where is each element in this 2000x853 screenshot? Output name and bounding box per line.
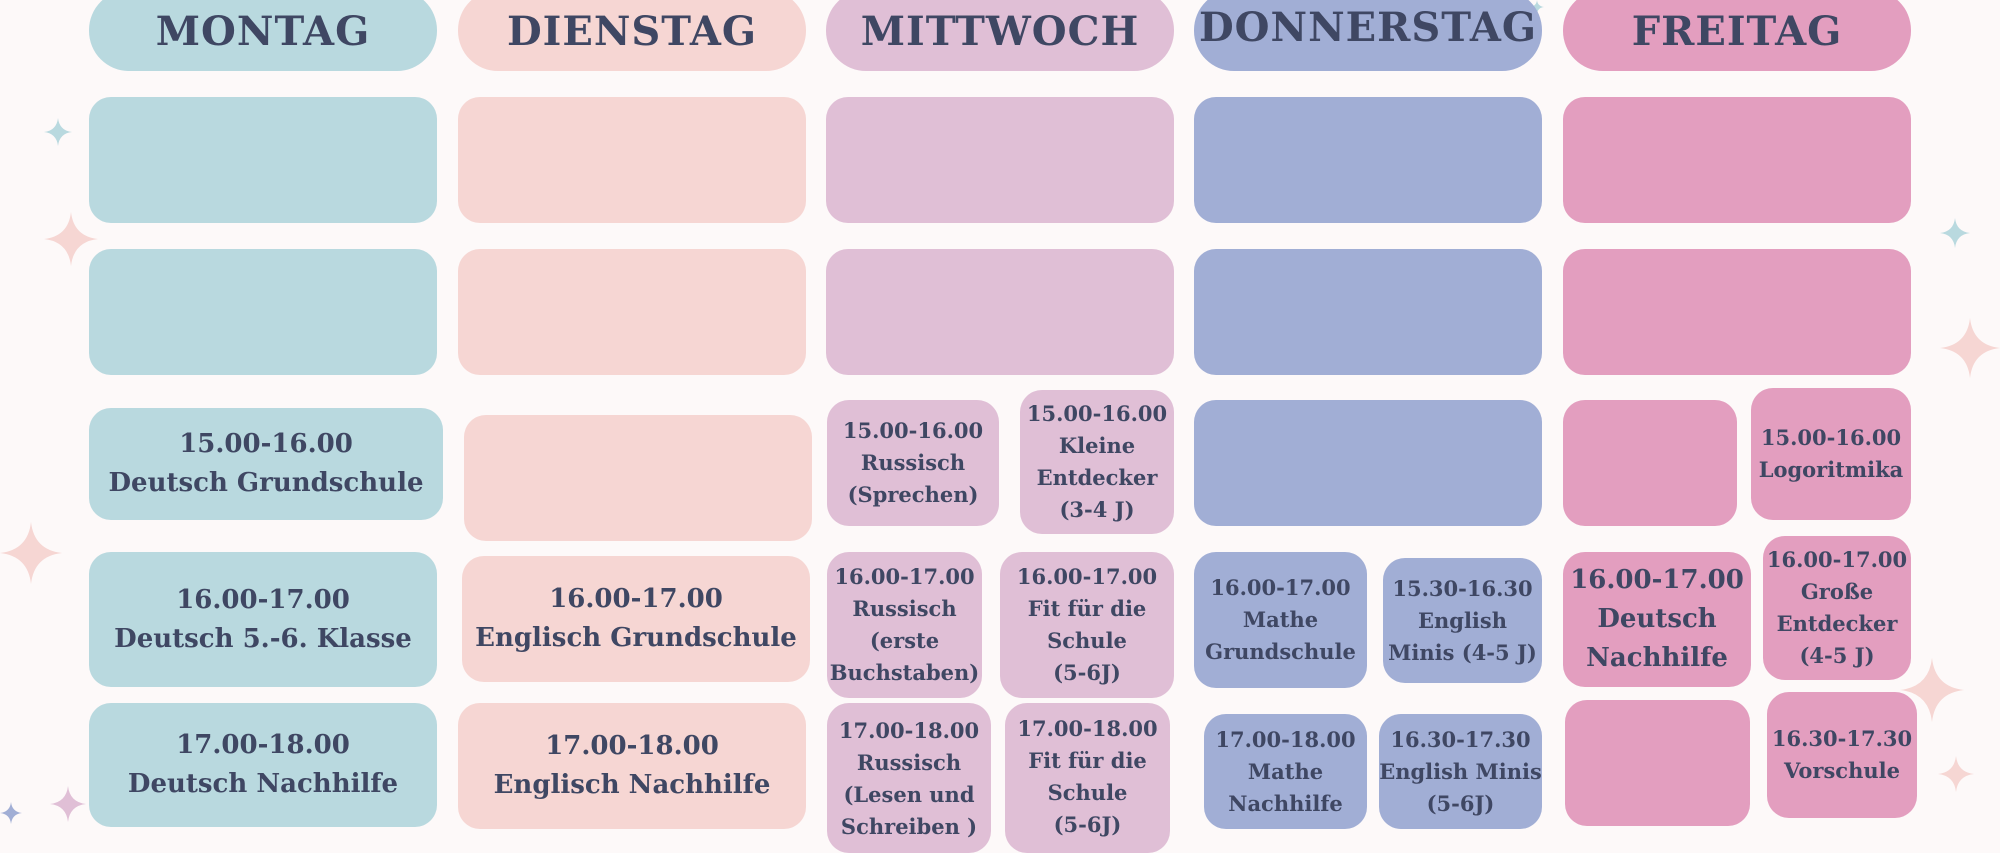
- sparkle-icon: [44, 118, 72, 146]
- day-header-monday: [89, 0, 437, 71]
- class-slot: [1379, 714, 1542, 829]
- slot-time: 16.00-17.00: [1016, 564, 1158, 589]
- sparkle-icon: [1940, 318, 2000, 378]
- slot-title: Deutsch Grundschule: [108, 468, 424, 498]
- slot-subtitle: Nachhilfe: [1586, 643, 1728, 673]
- slot-title: Deutsch: [1597, 604, 1717, 634]
- slot-subtitle: (5-6J): [1053, 812, 1122, 837]
- slot-title: Mathe: [1247, 758, 1324, 784]
- slot-title: Deutsch Nachhilfe: [127, 769, 399, 799]
- empty-slot: [89, 97, 437, 223]
- slot-time: 17.00-18.00: [176, 730, 350, 760]
- slot-time: 16.00-17.00: [549, 584, 723, 614]
- empty-slot: [458, 97, 806, 223]
- empty-slot: [1563, 400, 1737, 526]
- empty-slot: [1194, 97, 1542, 223]
- slot-subtitle: Schule: [1047, 628, 1127, 653]
- day-header-tuesday: [458, 0, 806, 71]
- slot-title: English: [1417, 607, 1507, 633]
- day-label: DONNERSTAG: [1198, 4, 1538, 51]
- slot-subtitle: Nachhilfe: [1228, 790, 1343, 816]
- slot-title: Russisch: [860, 450, 966, 475]
- empty-slot: [89, 249, 437, 375]
- slot-title: Russisch: [856, 750, 962, 775]
- slot-time: 15.30-16.30: [1392, 575, 1533, 601]
- class-slot: [1563, 552, 1751, 687]
- sparkle-icon: [1938, 756, 1974, 792]
- class-slot: [89, 703, 437, 827]
- slot-subtitle: (Sprechen): [847, 482, 979, 507]
- empty-slot: [1563, 249, 1911, 375]
- slot-time: 17.00-18.00: [545, 731, 719, 761]
- slot-title: Kleine: [1058, 433, 1136, 458]
- slot-title: Große: [1800, 579, 1874, 604]
- class-slot: [1020, 390, 1174, 534]
- class-slot: [1000, 552, 1174, 698]
- class-slot: [1763, 536, 1911, 680]
- slot-subtitle: Schule: [1047, 780, 1128, 805]
- empty-slot: [464, 415, 812, 541]
- slot-title: Mathe: [1242, 607, 1319, 632]
- empty-slot: [458, 249, 806, 375]
- slot-subtitle: Buchstaben): [829, 660, 980, 685]
- slot-time: 16.00-17.00: [1570, 565, 1744, 595]
- empty-slot: [1194, 400, 1542, 526]
- slot-time: 16.00-17.00: [176, 584, 350, 615]
- slot-title: Fit für die: [1027, 596, 1147, 621]
- slot-subtitle: (5-6J): [1053, 660, 1121, 685]
- slot-title: Deutsch 5.-6. Klasse: [114, 623, 412, 654]
- slot-subtitle: Minis (4-5 J): [1388, 639, 1537, 665]
- class-slot: [1383, 558, 1542, 683]
- slot-subtitle: (5-6J): [1426, 790, 1495, 816]
- day-label: FREITAG: [1631, 8, 1843, 55]
- empty-slot: [1563, 97, 1911, 223]
- slot-subtitle: (3-4 J): [1059, 497, 1135, 522]
- slot-title: Russisch: [852, 596, 957, 621]
- class-slot: [827, 552, 982, 698]
- slot-title: Englisch Nachhilfe: [493, 770, 771, 800]
- slot-time: 15.00-16.00: [1760, 425, 1902, 450]
- sparkle-icon: [1940, 218, 1970, 248]
- slot-time: 16.00-17.00: [1766, 547, 1908, 572]
- slot-subtitle: Entdecker: [1036, 465, 1158, 490]
- slot-time: 17.00-18.00: [1017, 716, 1158, 741]
- slot-subtitle: Schreiben ): [840, 814, 978, 839]
- slot-subtitle: (4-5 J): [1799, 643, 1875, 668]
- class-slot: [1751, 388, 1911, 520]
- class-slot: [89, 552, 437, 687]
- slot-time: 15.00-16.00: [179, 429, 353, 459]
- slot-title: Logoritmika: [1758, 457, 1904, 482]
- class-slot: [462, 556, 810, 682]
- class-slot: [1194, 552, 1367, 688]
- class-slot: [827, 400, 999, 526]
- slot-subtitle: (Lesen und: [843, 782, 975, 807]
- empty-slot: [1194, 249, 1542, 375]
- slot-time: 17.00-18.00: [838, 718, 980, 743]
- slot-time: 16.00-17.00: [1210, 575, 1351, 600]
- empty-slot: [826, 97, 1174, 223]
- class-slot: [1204, 714, 1367, 829]
- day-header-thursday: [1194, 0, 1542, 71]
- slot-time: 17.00-18.00: [1215, 726, 1356, 752]
- empty-slot: [826, 249, 1174, 375]
- slot-subtitle: Entdecker: [1776, 611, 1898, 636]
- sparkle-icon: [50, 786, 86, 822]
- sparkle-icon: [44, 212, 98, 266]
- slot-time: 16.00-17.00: [834, 564, 975, 589]
- class-slot: [458, 703, 806, 829]
- slot-time: 15.00-16.00: [1026, 401, 1168, 426]
- slot-title: English Minis: [1379, 758, 1542, 784]
- sparkle-icon: [0, 802, 22, 824]
- slot-subtitle: Grundschule: [1205, 639, 1356, 664]
- day-header-friday: [1563, 0, 1911, 71]
- slot-title: Vorschule: [1784, 758, 1900, 783]
- slot-time: 16.30-17.30: [1390, 726, 1531, 752]
- slot-title: Fit für die: [1028, 748, 1147, 773]
- day-label: DIENSTAG: [506, 8, 758, 55]
- day-label: MITTWOCH: [860, 8, 1140, 55]
- sparkle-icon: [0, 522, 62, 584]
- class-slot: [89, 408, 443, 520]
- slot-time: 16.30-17.30: [1771, 726, 1913, 751]
- slot-subtitle: (erste: [869, 628, 940, 653]
- day-header-wednesday: [826, 0, 1174, 71]
- day-label: MONTAG: [155, 8, 371, 55]
- class-slot: [1767, 692, 1917, 818]
- slot-time: 15.00-16.00: [842, 418, 984, 443]
- slot-title: Englisch Grundschule: [475, 623, 797, 653]
- empty-slot: [1565, 700, 1750, 826]
